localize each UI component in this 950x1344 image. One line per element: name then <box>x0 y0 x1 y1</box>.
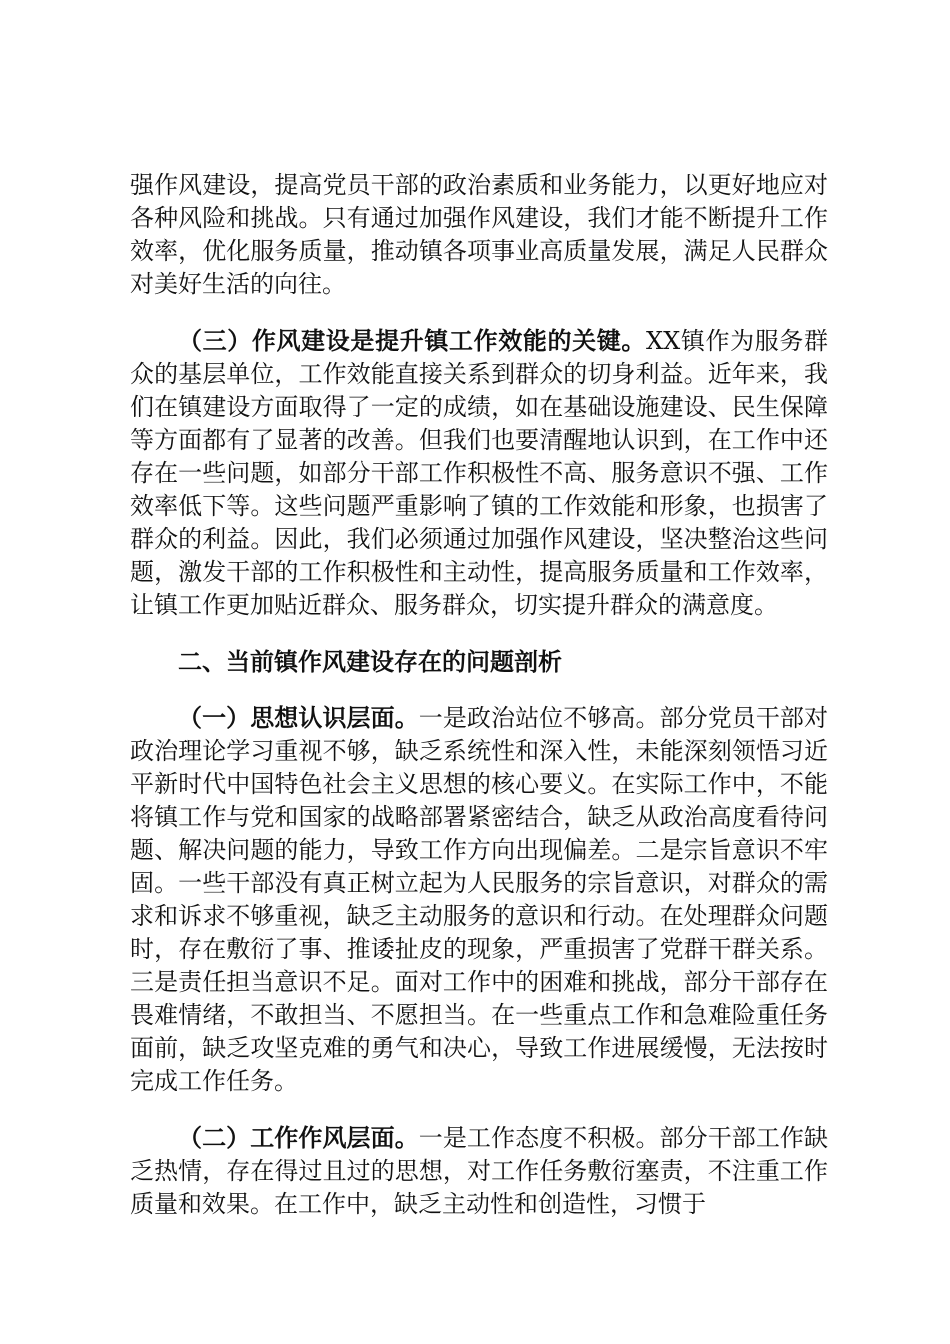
paragraph-lead: （三）作风建设是提升镇工作效能的关键。 <box>178 326 647 355</box>
paragraph-text: 强作风建设，提高党员干部的政治素质和业务能力，以更好地应对各种风险和挑战。只有通过加强作风建设，我们才能不断提升工作效率，优化服务质量，推动镇各项事业高质量发展，满足人民群众对美好生活的向往。 <box>130 171 828 298</box>
paragraph-work-style-level <box>130 1121 828 1221</box>
paragraph-lead: （一）思想认识层面。 <box>178 703 419 732</box>
paragraph-continuation <box>130 168 828 301</box>
paragraph-text: 一是工作态度不积极。部分干部工作缺乏热情，存在得过且过的思想，对工作任务敷衍塞责，不注重工作质量和效果。在工作中，缺乏主动性和创造性，习惯于 <box>130 1124 829 1218</box>
paragraph-text: 一是政治站位不够高。部分党员干部对政治理论学习重视不够，缺乏系统性和深入性，未能深刻领悟习近平新时代中国特色社会主义思想的核心要义。在实际工作中，不能将镇工作与党和国家的战略部署紧密结合，缺乏从政治高度看待问题、解决问题的能力，导致工作方向出现偏差。二是宗旨意识不牢固。一些干部没有真正树立起为人民服务的宗旨意识，对群众的需求和诉求不够重视，缺乏主动服务的意识和行动。在处理群众问题时，存在敷衍了事、推诿扯皮的现象，严重损害了党群干群关系。三是责任担当意识不足。面对工作中的困难和挑战，部分干部存在畏难情绪，不敢担当、不愿担当。在一些重点工作和急难险重任务面前，缺乏攻坚克难的勇气和决心，导致工作进展缓慢，无法按时完成工作任务。 <box>130 704 829 1095</box>
section-heading: 二、当前镇作风建设存在的问题剖析 <box>178 647 562 676</box>
paragraph-lead: （二）工作作风层面。 <box>178 1123 419 1152</box>
document-body <box>130 168 828 1244</box>
paragraph-text: XX镇作为服务群众的基层单位，工作效能直接关系到群众的切身利益。近年来，我们在镇建设方面取得了一定的成绩，如在基础设施建设、民生保障等方面都有了显著的改善。但我们也要清醒地认识到，在工作中还存在一些问题，如部分干部工作积极性不高、服务意识不强、工作效率低下等。这些问题严重影响了镇的工作效能和形象，也损害了群众的利益。因此，我们必须通过加强作风建设，坚决整治这些问题，激发干部的工作积极性和主动性，提高服务质量和工作效率，让镇工作更加贴近群众、服务群众，切实提升群众的满意度。 <box>130 327 829 619</box>
paragraph-efficiency-key <box>130 324 828 622</box>
paragraph-ideological-level <box>130 701 828 1098</box>
